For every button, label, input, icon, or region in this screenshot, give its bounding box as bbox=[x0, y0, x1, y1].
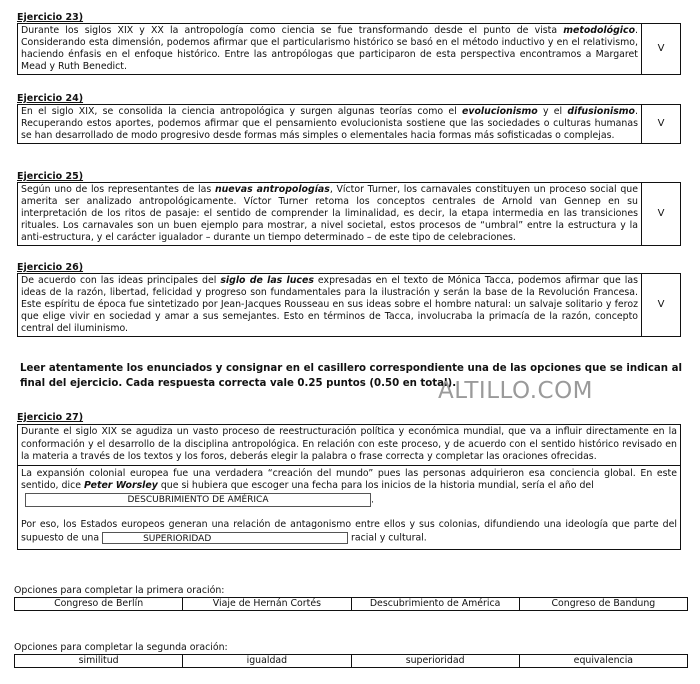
exercise-title: Ejercicio 24) bbox=[17, 93, 84, 104]
options-label: Opciones para completar la segunda oración: bbox=[14, 642, 228, 653]
exercise-box bbox=[17, 104, 681, 144]
answer-field-2[interactable]: SUPERIORIDAD bbox=[102, 532, 348, 544]
exercise-statement: En el siglo XIX, se consolida la ciencia antropológica y surgen algunas teorías como el evolucionismo y el difusionismo. Recuperando estos aportes, podemos afirmar que el pensamiento evolucionista sostiene que las sociedades o culturas humanas se han desarrollado de modo progresivo desde formas más simples o elementales hacia formas más sofisticadas o complejas. bbox=[18, 105, 642, 143]
answer-field-1[interactable]: DESCUBRIMIENTO DE AMÉRICA bbox=[25, 493, 371, 507]
answer-cell[interactable]: V bbox=[657, 118, 665, 130]
exercise-26 bbox=[17, 262, 681, 337]
exercise-title: Ejercicio 26) bbox=[17, 262, 84, 273]
answer-cell[interactable]: V bbox=[657, 208, 665, 220]
option-cell[interactable]: superioridad bbox=[352, 655, 520, 667]
exercise-statement: Durante los siglos XIX y XX la antropología como ciencia se fue transformando desde el punto de vista metodológico. Considerando esta dimensión, podemos afirmar que el particularismo histórico se basó en el método inductivo y en el relativismo, haciendo énfasis en el enfoque histórico. Entre las antropólogas que participaron de esta perspectiva encontramos a Margaret Mead y Ruth Benedict. bbox=[18, 24, 642, 74]
exercise-sentences bbox=[17, 466, 681, 550]
option-cell[interactable]: equivalencia bbox=[520, 655, 688, 667]
exercise-intro: Durante el siglo XIX se agudiza un vasto proceso de reestructuración política y económica mundial, que va a influir directamente en la conformación y el desarrollo de la disciplina antropológica. En relación con este proceso, y de acuerdo con el sentido histórico revisado en la materia a través de los textos y los foros, deberás elegir la palabra o frase correcta y completar las oraciones ofrecidas. bbox=[17, 424, 681, 466]
option-cell[interactable]: Congreso de Bandung bbox=[520, 598, 688, 610]
exercise-box bbox=[17, 273, 681, 337]
option-cell[interactable]: similitud bbox=[15, 655, 183, 667]
watermark: ALTILLO.COM bbox=[438, 378, 594, 404]
exercise-title: Ejercicio 25) bbox=[17, 171, 84, 182]
option-cell[interactable]: igualdad bbox=[183, 655, 351, 667]
exercise-statement: Según uno de los representantes de las nuevas antropologías, Víctor Turner, los carnavales constituyen un proceso social que amerita ser analizado antropológicamente. Víctor Turner retoma los conceptos centrales de Arnold van Gennep en su interpretación de los ritos de pasaje: el sentido de comprender la liminalidad, es decir, la etapa intermedia en las transiciones rituales. Los carnavales son un buen ejemplo para mostrar, a nivel societal, estos procesos de “umbral” entre la estructura y la anti-estructura, y el carácter igualador – durante un tiempo determinado – de este tipo de celebraciones. bbox=[18, 183, 642, 245]
exercise-title: Ejercicio 27) bbox=[17, 412, 84, 423]
exercise-23 bbox=[17, 12, 681, 75]
options-row bbox=[14, 597, 688, 611]
answer-cell[interactable]: V bbox=[657, 43, 665, 55]
sentence-2: Por eso, los Estados europeos generan una relación de antagonismo entre ellos y sus colonias, difundiendo una ideología que parte del supuesto de una SUPERIORIDAD racial y cultural. bbox=[21, 519, 677, 544]
option-cell[interactable]: Descubrimiento de América bbox=[352, 598, 520, 610]
exercise-box bbox=[17, 182, 681, 246]
options-row bbox=[14, 654, 688, 668]
options-label: Opciones para completar la primera oración: bbox=[14, 585, 225, 596]
exercise-25 bbox=[17, 171, 681, 246]
option-cell[interactable]: Congreso de Berlín bbox=[15, 598, 183, 610]
exercise-title: Ejercicio 23) bbox=[17, 12, 84, 23]
sentence-1: La expansión colonial europea fue una verdadera “creación del mundo” pues las personas adquirieron esa conciencia global. En este sentido, dice Peter Worsley que si hubiera que escoger una fecha para los inicios de la historia mundial, sería el año del DESCUBRIMIENTO DE AMÉRICA . bbox=[21, 467, 677, 506]
answer-cell[interactable]: V bbox=[657, 299, 665, 311]
options-first-sentence bbox=[14, 585, 688, 611]
instructions: Leer atentamente los enunciados y consignar en el casillero correspondiente una de las opciones que se indican al final del ejercicio. Cada respuesta correcta vale 0.25 puntos (0.50 en total). bbox=[20, 363, 682, 389]
exercise-24 bbox=[17, 93, 681, 144]
options-second-sentence bbox=[14, 642, 688, 668]
option-cell[interactable]: Viaje de Hernán Cortés bbox=[183, 598, 351, 610]
exercise-statement: De acuerdo con las ideas principales del siglo de las luces expresadas en el texto de Mónica Tacca, podemos afirmar que las ideas de la razón, libertad, felicidad y progreso son fundamentales para la ilustración y serán la base de la Revolución Francesa. Este espíritu de época fue sintetizado por Jean-Jacques Rousseau en sus ideas sobre el hombre natural: un salvaje solitario y feroz que elige vivir en sociedad y amar a sus semejantes. Esto en términos de Tacca, involucraba la primacía de la razón, concepto central del iluminismo. bbox=[18, 274, 642, 336]
exercise-box bbox=[17, 23, 681, 75]
exercise-27 bbox=[17, 412, 681, 550]
